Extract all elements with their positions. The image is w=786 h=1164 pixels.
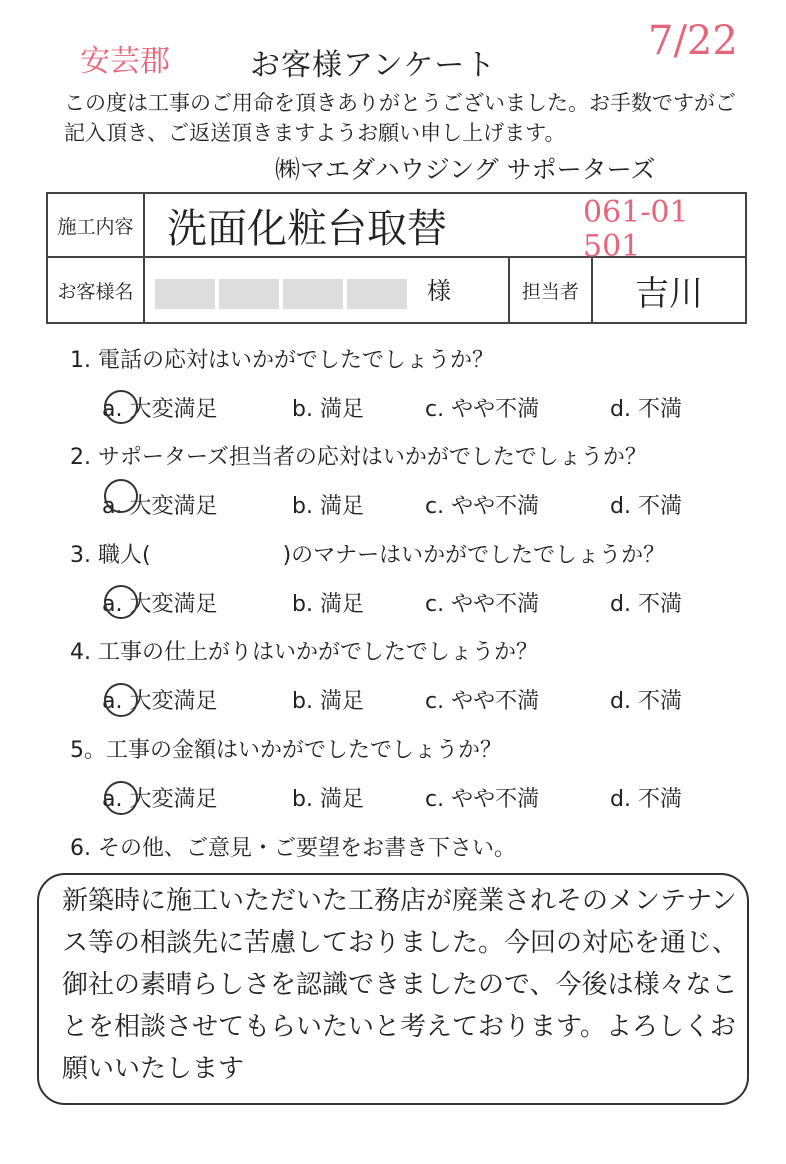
question-3: 3. 職人( )のマナーはいかがでしたでしょうか？: [70, 543, 666, 568]
answer-circle: [104, 683, 138, 717]
staff-cell: [592, 257, 746, 323]
option-c: c. やや不満: [425, 397, 540, 422]
staff-value: 吉川: [634, 273, 703, 314]
option-d: d. 不満: [610, 397, 682, 422]
option-b: b. 満足: [292, 397, 364, 422]
option-b: b. 満足: [292, 494, 364, 519]
option-a: a. 大変満足: [102, 689, 218, 714]
answer-circle: [104, 479, 138, 513]
work-value: 洗面化粧台取替: [167, 205, 447, 252]
work-cell: [144, 193, 746, 264]
work-label: 施工内容: [47, 193, 144, 257]
option-b: b. 満足: [292, 592, 364, 617]
area-note: 安芸郡: [80, 44, 170, 79]
info-table: [46, 192, 747, 324]
option-a: a. 大変満足: [102, 592, 218, 617]
options-4: [102, 684, 682, 715]
comment-text: 新築時に施工いただいた工務店が廃業されそのメンテナンス等の相談先に苦慮しておりました。今回の対応を通じ、御社の素晴らしさを認識できましたので、今後は様々なことを相談させてもらいたいと考えております。よろしくお願いいたします: [62, 886, 739, 1084]
answer-circle: [104, 390, 138, 424]
option-b: b. 満足: [292, 689, 364, 714]
question-1: 1. 電話の応対はいかがでしたでしょうか？: [70, 348, 494, 373]
options-2: [102, 489, 682, 520]
option-c: c. やや不満: [425, 494, 540, 519]
intro-text: この度は工事のご用命を頂きありがとうございました。お手数ですがご記入頂き、ご返送頂きますようお願い申し上げます。: [64, 91, 736, 145]
option-a: a. 大変満足: [102, 397, 218, 422]
redacted-name: [283, 279, 343, 309]
option-d: d. 不満: [610, 592, 682, 617]
question-4: 4. 工事の仕上がりはいかがでしたでしょうか？: [70, 640, 538, 665]
option-d: d. 不満: [610, 689, 682, 714]
redacted-name: [347, 279, 407, 309]
answer-circle: [104, 585, 138, 619]
customer-cell: [144, 257, 509, 323]
options-3: [102, 587, 682, 618]
option-b: b. 満足: [292, 787, 364, 812]
option-a: a. 大変満足: [102, 787, 218, 812]
options-1: [102, 392, 682, 423]
option-c: c. やや不満: [425, 689, 540, 714]
answer-circle: [104, 781, 138, 815]
option-c: c. やや不満: [425, 787, 540, 812]
sama-label: 様: [427, 277, 452, 306]
redacted-name: [155, 279, 215, 309]
option-a: a. 大変満足: [102, 494, 218, 519]
option-c: c. やや不満: [425, 592, 540, 617]
company-name: ㈱マエダハウジング サポーターズ: [275, 155, 656, 184]
option-d: d. 不満: [610, 494, 682, 519]
question-6: 6. その他、ご意見・ご要望をお書き下さい。: [70, 836, 516, 861]
staff-label: 担当者: [509, 257, 592, 323]
redacted-name: [219, 279, 279, 309]
question-5: 5。工事の金額はいかがでしたでしょうか？: [70, 738, 502, 763]
page-title: お客様アンケート: [250, 48, 497, 83]
customer-label: お客様名: [47, 257, 144, 323]
options-5: [102, 782, 682, 813]
code-note: 061-01501: [583, 195, 689, 264]
date-note: 7/22: [648, 18, 738, 64]
option-d: d. 不満: [610, 787, 682, 812]
question-2: 2. サポーターズ担当者の応対はいかがでしたでしょうか？: [70, 445, 647, 470]
